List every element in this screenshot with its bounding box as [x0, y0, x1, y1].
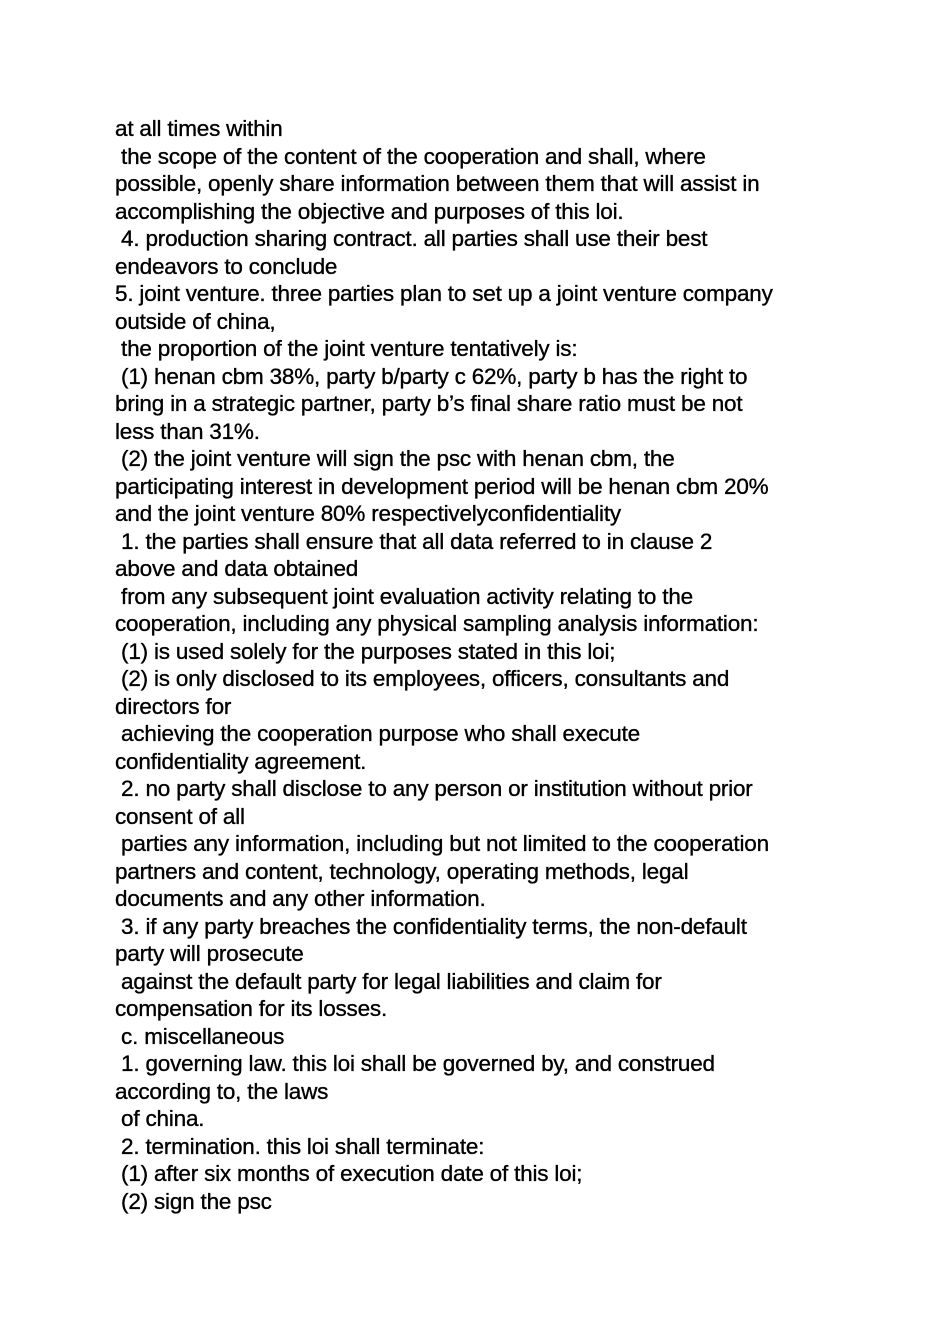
text-line: less than 31%. — [115, 418, 260, 444]
text-line: 5. joint venture. three parties plan to set up a joint venture company — [115, 281, 773, 306]
text-line: from any subsequent joint evaluation activity relating to the — [115, 583, 693, 609]
text-line: outside of china, — [115, 308, 276, 334]
text-line: 4. production sharing contract. all parties shall use their best — [115, 226, 708, 251]
text-line: the proportion of the joint venture tentatively is: — [115, 336, 578, 361]
text-line: parties any information, including but not limited to the cooperation — [115, 831, 769, 856]
text-line: (1) henan cbm 38%, party b/party c 62%, party b has the right to — [115, 363, 748, 389]
text-line: compensation for its losses. — [115, 996, 388, 1021]
text-line: possible, openly share information between them that will assist in — [115, 171, 760, 196]
text-line: confidentiality agreement. — [115, 748, 367, 774]
text-line: documents and any other information. — [115, 886, 486, 911]
text-line: directors for — [115, 693, 232, 719]
text-line: above and data obtained — [115, 556, 359, 581]
text-line: achieving the cooperation purpose who shall execute — [115, 721, 640, 746]
text-line: the scope of the content of the cooperation and shall, where — [115, 143, 706, 169]
text-line: accomplishing the objective and purposes of this loi. — [115, 198, 624, 224]
text-line: (2) sign the psc — [115, 1188, 272, 1214]
text-line: (1) is used solely for the purposes stated in this loi; — [115, 638, 616, 664]
text-line: endeavors to conclude — [115, 253, 338, 279]
text-line: consent of all — [115, 803, 245, 829]
text-line: according to, the laws — [115, 1078, 329, 1104]
text-line: partners and content, technology, operating methods, legal — [115, 858, 689, 884]
text-line: (1) after six months of execution date of this loi; — [115, 1161, 583, 1186]
text-line: 1. governing law. this loi shall be governed by, and construed — [115, 1051, 715, 1076]
text-line: bring in a strategic partner, party b’s final share ratio must be not — [115, 391, 743, 416]
text-line: at all times within — [115, 116, 283, 141]
text-line: party will prosecute — [115, 941, 304, 966]
text-line: 1. the parties shall ensure that all data referred to in clause 2 — [115, 528, 713, 554]
text-line: (2) the joint venture will sign the psc with henan cbm, the — [115, 446, 675, 471]
text-line: c. miscellaneous — [115, 1023, 285, 1049]
text-line: of china. — [115, 1106, 205, 1131]
text-line: against the default party for legal liabilities and claim for — [115, 968, 662, 994]
text-line: and the joint venture 80% respectivelyconfidentiality — [115, 501, 621, 526]
text-line: participating interest in development period will be henan cbm 20% — [115, 473, 769, 499]
text-line: (2) is only disclosed to its employees, officers, consultants and — [115, 666, 730, 691]
text-line: cooperation, including any physical sampling analysis information: — [115, 611, 759, 636]
document-body — [115, 115, 875, 1215]
text-line: 2. no party shall disclose to any person or institution without prior — [115, 776, 753, 801]
text-line: 3. if any party breaches the confidentiality terms, the non-default — [115, 913, 747, 939]
text-line: 2. termination. this loi shall terminate: — [115, 1133, 485, 1159]
